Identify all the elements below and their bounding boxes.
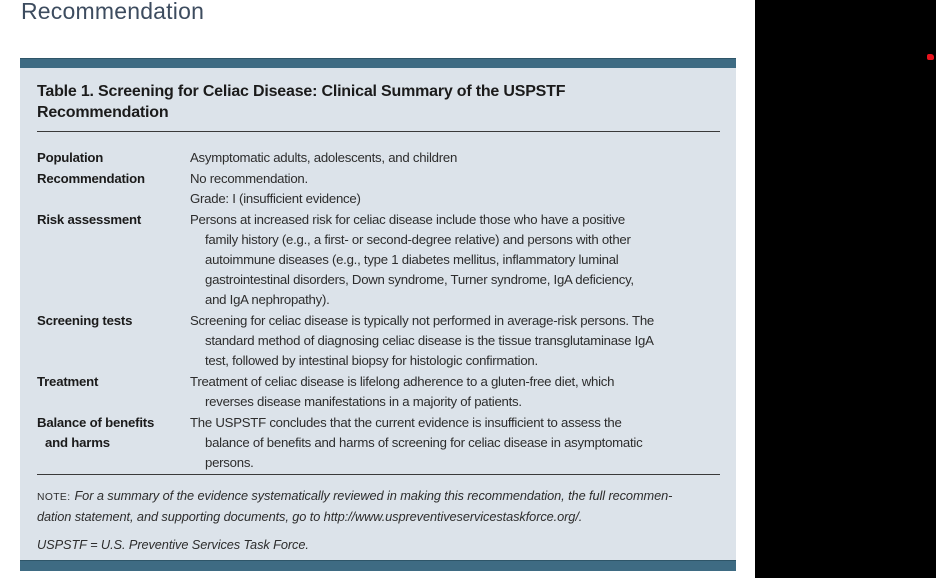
- note-line: [37, 486, 720, 507]
- clinical-summary-table: [20, 58, 736, 571]
- table-bottom-accent-bar: [20, 560, 736, 571]
- right-black-panel: [755, 0, 936, 578]
- row-label-text: Treatment: [37, 374, 99, 389]
- row-value: [190, 413, 720, 473]
- value-line: autoimmune diseases (e.g., type 1 diabetes mellitus, inflammatory luminal: [205, 252, 619, 267]
- row-label: [37, 148, 190, 168]
- value-line: balance of benefits and harms of screening for celiac disease in asymptomatic: [205, 435, 643, 450]
- row-value: [190, 210, 720, 310]
- row-value: [190, 372, 720, 412]
- row-label: [37, 311, 190, 371]
- table-rows: [37, 148, 720, 473]
- value-line: Grade: I (insufficient evidence): [190, 191, 361, 206]
- abbreviation-line: USPSTF = U.S. Preventive Services Task Force.: [37, 537, 309, 552]
- table-title-line: Recommendation: [37, 104, 169, 121]
- row-label-text: Recommendation: [37, 171, 145, 186]
- row-label: [37, 210, 190, 310]
- table-row-population: [37, 148, 720, 168]
- table-note: [37, 486, 720, 526]
- row-label: [37, 169, 190, 209]
- value-line: reverses disease manifestations in a majority of patients.: [205, 394, 522, 409]
- row-value: [190, 311, 720, 371]
- value-line: standard method of diagnosing celiac disease is the tissue transglutaminase IgA: [205, 333, 654, 348]
- value-line: Asymptomatic adults, adolescents, and children: [190, 150, 458, 165]
- row-label-text: Balance of benefits: [37, 415, 155, 430]
- value-line: persons.: [205, 455, 254, 470]
- value-line: family history (e.g., a first- or second-degree relative) and persons with other: [205, 232, 631, 247]
- value-line: The USPSTF concludes that the current evidence is insufficient to assess the: [190, 415, 622, 430]
- value-line: Persons at increased risk for celiac disease include those who have a positive: [190, 212, 625, 227]
- table-row-balance-of-benefits-and-harms: [37, 413, 720, 473]
- row-label: [37, 372, 190, 412]
- row-label: [37, 413, 190, 473]
- table-row-recommendation: [37, 169, 720, 209]
- red-marker-icon: [927, 54, 934, 60]
- row-label-text: and harms: [45, 435, 110, 450]
- note-text: For a summary of the evidence systematically reviewed in making this recommendation, the full recommen-: [74, 488, 673, 503]
- note-line: dation statement, and supporting documents, go to http://www.uspreventiveservicestaskforce.org/.: [37, 509, 583, 524]
- table-title-line: Table 1. Screening for Celiac Disease: Clinical Summary of the USPSTF: [37, 83, 566, 100]
- table-row-treatment: [37, 372, 720, 412]
- row-label-text: Population: [37, 150, 104, 165]
- value-line: Screening for celiac disease is typically not performed in average-risk persons. The: [190, 313, 654, 328]
- table-title: [37, 81, 720, 123]
- note-label: NOTE:: [37, 492, 71, 503]
- page-title: Recommendation: [21, 0, 205, 24]
- row-value: [190, 148, 720, 168]
- title-divider: [37, 131, 720, 132]
- value-line: No recommendation.: [190, 171, 308, 186]
- table-content: [37, 68, 720, 554]
- value-line: and IgA nephropathy).: [205, 292, 330, 307]
- value-line: test, followed by intestinal biopsy for histologic confirmation.: [205, 353, 538, 368]
- row-label-text: Screening tests: [37, 313, 133, 328]
- value-line: Treatment of celiac disease is lifelong adherence to a gluten-free diet, which: [190, 374, 615, 389]
- table-top-accent-bar: [20, 58, 736, 68]
- table-row-screening-tests: [37, 311, 720, 371]
- row-label-text: Risk assessment: [37, 212, 142, 227]
- note-divider: [37, 474, 720, 475]
- table-row-risk-assessment: [37, 210, 720, 310]
- row-value: [190, 169, 720, 209]
- value-line: gastrointestinal disorders, Down syndrome, Turner syndrome, IgA deficiency,: [205, 272, 634, 287]
